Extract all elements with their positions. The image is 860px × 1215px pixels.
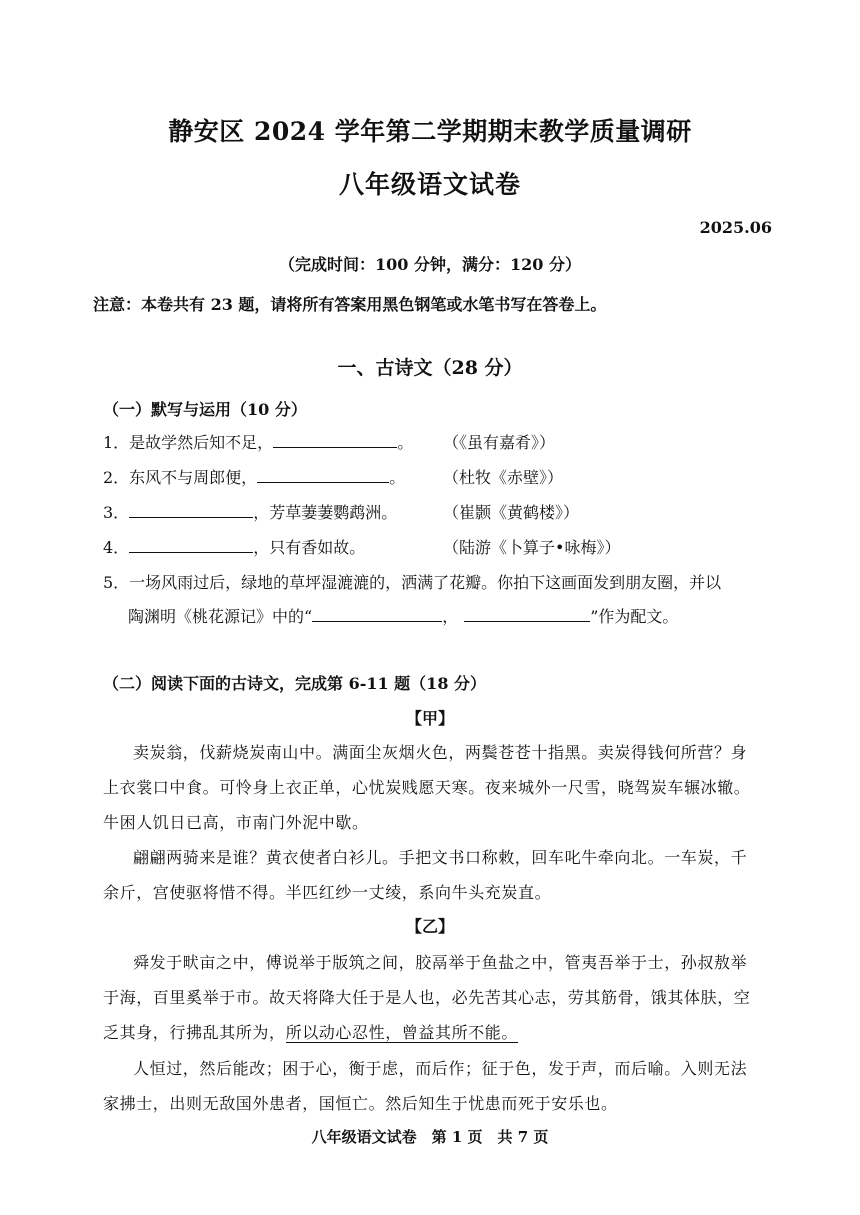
passage-jia-line: 余斤，宫使驱将惜不得。半匹红纱一丈绫，系向牛头充炭直。 <box>103 883 552 902</box>
question-5-comma: ， <box>442 607 459 626</box>
question-2-source: （杜牧《赤壁》） <box>443 468 564 487</box>
answer-blank[interactable] <box>129 503 253 518</box>
time-info: （完成时间：100 分钟，满分：120 分） <box>279 255 581 274</box>
passage-yi-line: 人恒过，然后能改；困于心，衡于虑，而后作；征于色，发于声，而后喻。入则无法 <box>133 1059 748 1078</box>
answer-blank[interactable] <box>464 607 590 622</box>
passage-jia-line: 翩翩两骑来是谁？黄衣使者白衫儿。手把文书口称敕，回车叱牛牵向北。一车炭，千 <box>133 848 748 867</box>
notice: 注意：本卷共有 23 题，请将所有答案用黑色钢笔或水笔书写在答卷上。 <box>93 295 607 314</box>
passage-jia-line: 上衣裳口中食。可怜身上衣正单，心忧炭贱愿天寒。夜来城外一尺雪，晓驾炭车辗冰辙。 <box>103 778 751 797</box>
question-4-source: （陆游《卜算子•咏梅》） <box>443 538 621 557</box>
answer-blank[interactable] <box>257 468 389 483</box>
question-1-text: 1．是故学然后知不足， <box>103 433 274 452</box>
section-title: 一、古诗文（28 分） <box>337 357 523 379</box>
question-4 <box>103 535 365 558</box>
question-3-source: （崔颢《黄鹤楼》） <box>443 503 580 522</box>
question-2-text: 2．东风不与周郎便， <box>103 468 258 487</box>
exam-title: 静安区 2024 学年第二学期期末教学质量调研 <box>168 117 692 146</box>
question-1 <box>103 430 413 453</box>
question-3-num: 3． <box>103 503 130 522</box>
passage-yi-line <box>103 1020 518 1043</box>
question-3-text: ，芳草萋萋鹦鹉洲。 <box>253 503 398 522</box>
question-1-end: 。 <box>397 433 414 452</box>
question-5-line2 <box>128 604 678 627</box>
answer-blank[interactable] <box>312 607 442 622</box>
question-3 <box>103 500 397 523</box>
answer-blank[interactable] <box>273 433 397 448</box>
passage-yi-line: 于海，百里奚举于市。故天将降大任于是人也，必先苦其心志，劳其筋骨，饿其体肤，空 <box>103 988 751 1007</box>
exam-date: 2025.06 <box>699 218 772 237</box>
part1-title: （一）默写与运用（10 分） <box>103 400 307 419</box>
question-2 <box>103 465 405 488</box>
passage-yi-line: 舜发于畎亩之中，傅说举于版筑之间，胶鬲举于鱼盐之中，管夷吾举于士，孙叔敖举 <box>133 953 748 972</box>
question-5-line1: 5．一场风雨过后，绿地的草坪湿漉漉的，洒满了花瓣。你拍下这画面发到朋友圈，并以 <box>103 573 722 592</box>
passage-yi-label: 【乙】 <box>405 917 454 936</box>
question-4-text: ，只有香如故。 <box>253 538 366 557</box>
question-1-source: （《虽有嘉肴》） <box>443 433 556 452</box>
question-5-suffix: ”作为配文。 <box>590 607 679 626</box>
part2-title: （二）阅读下面的古诗文，完成第 6-11 题（18 分） <box>103 674 487 693</box>
page-footer: 八年级语文试卷 第 1 页 共 7 页 <box>311 1128 549 1146</box>
question-5-prefix: 陶渊明《桃花源记》中的“ <box>128 607 313 626</box>
passage-jia-line: 牛困人饥日已高，市南门外泥中歇。 <box>103 813 369 832</box>
question-2-end: 。 <box>389 468 406 487</box>
underlined-sentence: 所以动心忍性，曾益其所不能。 <box>285 1023 519 1042</box>
passage-yi-line: 家拂士，出则无敌国外患者，国恒亡。然后知生于忧患而死于安乐也。 <box>103 1094 618 1113</box>
answer-blank[interactable] <box>129 538 253 553</box>
passage-yi-text: 乏其身，行拂乱其所为， <box>103 1023 286 1042</box>
passage-jia-label: 【甲】 <box>405 709 454 728</box>
exam-subtitle: 八年级语文试卷 <box>338 170 521 199</box>
question-4-num: 4． <box>103 538 130 557</box>
passage-jia-line: 卖炭翁，伐薪烧炭南山中。满面尘灰烟火色，两鬓苍苍十指黑。卖炭得钱何所营？身 <box>133 743 748 762</box>
